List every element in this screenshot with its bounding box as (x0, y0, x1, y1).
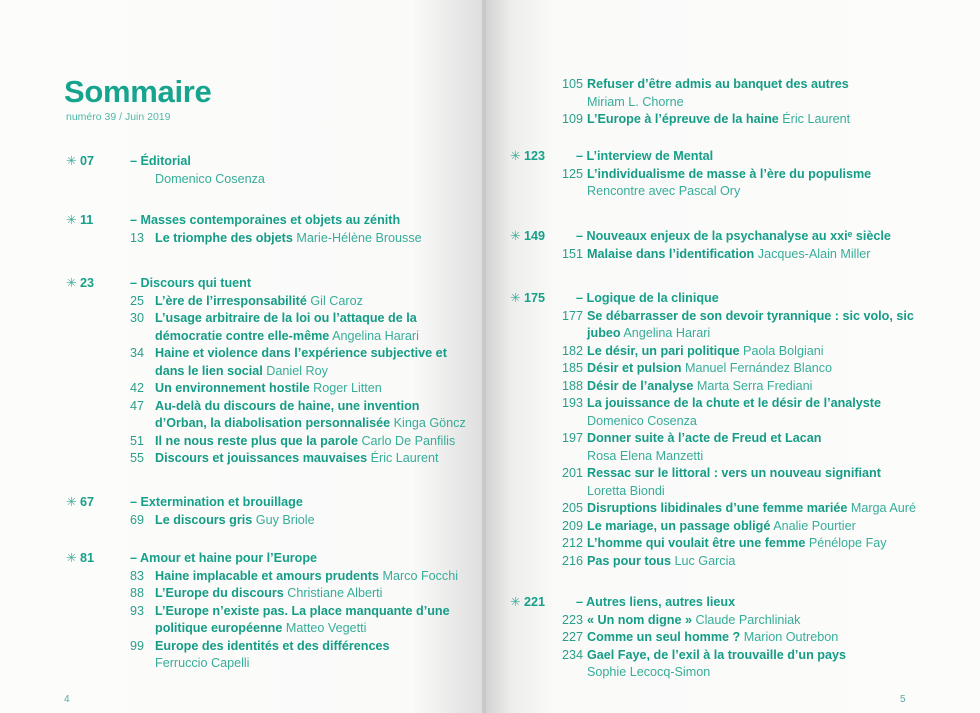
section-heading (66, 153, 466, 171)
page-number-left: 4 (64, 694, 70, 705)
section-page-number: 123 (524, 149, 546, 163)
toc-section (510, 148, 960, 201)
toc-entry (562, 664, 960, 682)
section-heading (510, 148, 960, 166)
entry-title: démocratie contre elle-même (155, 328, 330, 343)
entry-title: politique européenne (155, 621, 283, 635)
entry-author: Sophie Lecocq-Simon (587, 665, 711, 679)
entry-page-number (562, 183, 587, 201)
toc-entry (562, 553, 960, 571)
toc-entry (562, 483, 960, 501)
issue-info: numéro 39 / Juin 2019 (66, 111, 171, 123)
section-title: – Masses contemporaines et objets au zénith (130, 213, 401, 227)
toc-entry (130, 310, 466, 328)
section-page-number: 67 (80, 495, 95, 509)
entry-author: Loretta Biondi (587, 483, 665, 498)
entry-page-number: 99 (130, 638, 145, 653)
asterisk-icon: ✳ (66, 154, 77, 168)
toc-section (66, 550, 466, 673)
entry-title: Donner suite à l’acte de Freud et Lacan (587, 431, 822, 445)
toc-section (66, 212, 466, 247)
entry-page-number: 25 (130, 293, 145, 308)
toc-entry (130, 603, 466, 621)
toc-section (66, 494, 466, 529)
entry-author: Rencontre avec Pascal Ory (587, 184, 741, 198)
section-heading (66, 212, 466, 230)
entry-title: Le triomphe des objets (155, 230, 293, 245)
section-title: – Logique de la clinique (576, 291, 719, 305)
toc-entry (130, 450, 466, 468)
entry-title: d’Orban, la diabolisation personnalisée (155, 416, 391, 430)
section-title: – Extermination et brouillage (130, 495, 303, 509)
entry-page-number: 69 (130, 512, 145, 527)
entry-author: Guy Briole (255, 512, 315, 527)
entry-title: Comme un seul homme ? (587, 630, 741, 644)
section-title: – Éditorial (130, 154, 191, 168)
entry-title: Disruptions libidinales d’une femme mariée (587, 501, 848, 515)
toc-entry (130, 433, 466, 451)
entry-page-number (130, 655, 155, 673)
toc-entry (130, 568, 466, 586)
toc-entry (130, 293, 466, 311)
entry-title: Le désir, un pari politique (587, 343, 740, 358)
section-page-number: 221 (524, 595, 546, 609)
entry-page-number: 177 (562, 308, 584, 323)
entry-author: Roger Litten (313, 381, 382, 395)
entry-title: Un environnement hostile (155, 381, 310, 395)
toc-section (510, 290, 960, 570)
entry-page-number: 105 (562, 77, 584, 91)
section-heading (510, 228, 960, 246)
entry-title: Il ne nous reste plus que la parole (155, 433, 358, 448)
entry-page-number (130, 415, 155, 433)
section-title: – Autres liens, autres lieux (576, 595, 736, 609)
toc-section (66, 275, 466, 468)
entry-title: « Un nom digne » (587, 612, 692, 627)
entry-title: Refuser d’être admis au banquet des autres (587, 77, 849, 91)
entry-author: Angelina Harari (332, 328, 419, 343)
entry-page-number (562, 325, 587, 343)
toc-entry (562, 413, 960, 431)
section-title: – Amour et haine pour l’Europe (130, 551, 318, 565)
entry-title: L’Europe à l’épreuve de la haine (587, 112, 779, 126)
toc-entry (562, 647, 960, 665)
entry-page-number: 13 (130, 230, 145, 245)
entry-title: Discours et jouissances mauvaises (155, 451, 368, 465)
entry-author: Matteo Vegetti (285, 621, 367, 635)
toc-entry (562, 378, 960, 396)
asterisk-icon: ✳ (66, 213, 77, 227)
entry-author: Luc Garcia (674, 553, 736, 568)
entry-author: Paola Bolgiani (743, 343, 824, 358)
toc-section (66, 153, 466, 188)
section-page-number: 175 (524, 291, 546, 305)
entry-page-number: 47 (130, 398, 145, 413)
section-heading (510, 594, 960, 612)
entry-page-number (562, 483, 587, 501)
entry-page-number: 109 (562, 112, 584, 126)
entry-title: La jouissance de la chute et le désir de l’analyste (587, 396, 881, 410)
entry-page-number: 42 (130, 381, 145, 395)
page-title: Sommaire (64, 74, 212, 109)
entry-page-number: 201 (562, 466, 584, 480)
toc-entry (562, 166, 960, 184)
section-heading (510, 290, 960, 308)
entry-page-number (130, 363, 155, 381)
entry-title: L’individualisme de masse à l’ère du populisme (587, 166, 872, 181)
asterisk-icon: ✳ (66, 551, 77, 565)
entry-author: Pénélope Fay (808, 536, 887, 550)
entry-title: Pas pour tous (587, 553, 671, 568)
toc-entry (130, 512, 466, 530)
entry-author: Manuel Fernández Blanco (684, 361, 833, 375)
toc-entry (562, 629, 960, 647)
section-heading (66, 550, 466, 568)
entry-author: Marta Serra Frediani (696, 378, 813, 393)
entry-page-number: 212 (562, 536, 584, 550)
entry-page-number (562, 413, 587, 431)
toc-entry (130, 171, 466, 189)
entry-title: Europe des identités et des différences (155, 638, 390, 653)
entry-page-number: 188 (562, 378, 584, 393)
entry-author: Ferruccio Capelli (155, 656, 250, 670)
entry-author: Domenico Cosenza (155, 171, 265, 186)
toc-entry (130, 585, 466, 603)
entry-page-number: 223 (562, 612, 584, 627)
section-page-number: 23 (80, 276, 95, 290)
entry-page-number (130, 620, 155, 638)
asterisk-icon: ✳ (510, 229, 521, 243)
entry-page-number: 182 (562, 343, 584, 358)
entry-page-number: 216 (562, 553, 584, 568)
left-page (0, 0, 484, 713)
entry-page-number: 34 (130, 346, 145, 360)
toc-entry (562, 465, 960, 483)
entry-title: L’Europe du discours (155, 586, 284, 600)
entry-page-number (130, 171, 155, 189)
entry-page-number: 197 (562, 431, 584, 445)
toc-entry (562, 183, 960, 201)
asterisk-icon: ✳ (66, 495, 77, 509)
entry-title: L’Europe n’existe pas. La place manquante d’une (155, 603, 450, 618)
section-heading (66, 275, 466, 293)
entry-title: L’usage arbitraire de la loi ou l’attaque de la (155, 311, 417, 325)
toc-entry (130, 363, 466, 381)
entry-page-number: 93 (130, 603, 145, 618)
entry-page-number: 234 (562, 647, 584, 662)
toc-entry (562, 395, 960, 413)
entry-author: Rosa Elena Manzetti (587, 448, 704, 463)
entry-author: Marion Outrebon (743, 630, 839, 644)
entry-page-number: 30 (130, 311, 145, 325)
entry-title: Gael Faye, de l’exil à la trouvaille d’un pays (587, 647, 846, 662)
section-title: – L’interview de Mental (576, 149, 714, 163)
asterisk-icon: ✳ (510, 149, 521, 163)
toc-intro-entries (562, 76, 962, 129)
toc-entry (562, 612, 960, 630)
entry-title: Désir de l’analyse (587, 378, 694, 393)
entry-author: Claude Parchliniak (695, 612, 801, 627)
entry-title: dans le lien social (155, 363, 263, 378)
entry-title: Le mariage, un passage obligé (587, 518, 771, 533)
entry-author: Domenico Cosenza (587, 413, 697, 428)
entry-page-number: 88 (130, 586, 145, 600)
entry-page-number: 209 (562, 518, 584, 533)
section-title: – Discours qui tuent (130, 276, 252, 290)
entry-author: Jacques-Alain Miller (757, 246, 871, 261)
toc-section (510, 228, 960, 263)
entry-page-number: 151 (562, 246, 584, 261)
section-page-number: 149 (524, 229, 546, 243)
toc-entry (562, 94, 962, 112)
toc-entry (562, 76, 962, 94)
entry-author: Analie Pourtier (773, 518, 856, 533)
entry-title: Désir et pulsion (587, 361, 682, 375)
entry-author: Angelina Harari (623, 326, 711, 340)
entry-title: Le discours gris (155, 512, 253, 527)
entry-page-number: 125 (562, 166, 584, 181)
toc-entry (562, 448, 960, 466)
entry-title: Haine implacable et amours prudents (155, 568, 379, 583)
asterisk-icon: ✳ (510, 595, 521, 609)
toc-entry (130, 638, 466, 656)
asterisk-icon: ✳ (66, 276, 77, 290)
entry-author: Miriam L. Chorne (587, 94, 684, 109)
toc-entry (562, 246, 960, 264)
entry-title: Au-delà du discours de haine, une invention (155, 398, 420, 413)
right-page (486, 0, 980, 713)
entry-title: L’homme qui voulait être une femme (587, 536, 806, 550)
toc-entry (130, 655, 466, 673)
toc-entry (130, 415, 466, 433)
entry-author: Marga Auré (850, 501, 916, 515)
entry-author: Christiane Alberti (287, 586, 383, 600)
entry-title: Se débarrasser de son devoir tyrannique : sic volo, sic (587, 308, 914, 323)
section-page-number: 11 (80, 213, 94, 227)
toc-entry (562, 360, 960, 378)
toc-entry (562, 518, 960, 536)
section-title: – Nouveaux enjeux de la psychanalyse au xxiᵉ siècle (576, 229, 891, 243)
section-page-number: 07 (80, 154, 95, 168)
entry-page-number (562, 664, 587, 682)
entry-page-number: 51 (130, 433, 145, 448)
section-heading (66, 494, 466, 512)
entry-title: jubeo (587, 326, 621, 340)
entry-author: Carlo De Panfilis (361, 433, 456, 448)
entry-page-number: 55 (130, 451, 145, 465)
entry-title: Haine et violence dans l’expérience subjective et (155, 346, 447, 360)
entry-page-number: 227 (562, 630, 584, 644)
toc-entry (130, 230, 466, 248)
entry-page-number: 205 (562, 501, 584, 515)
toc-entry (562, 325, 960, 343)
entry-author: Éric Laurent (782, 112, 851, 126)
entry-title: L’ère de l’irresponsabilité (155, 293, 307, 308)
toc-entry (562, 343, 960, 361)
asterisk-icon: ✳ (510, 291, 521, 305)
toc-entry (130, 398, 466, 416)
toc-entry (562, 535, 960, 553)
entry-author: Gil Caroz (310, 293, 363, 308)
toc-entry (562, 111, 962, 129)
entry-title: Ressac sur le littoral : vers un nouveau signifiant (587, 466, 881, 480)
entry-page-number: 83 (130, 568, 145, 583)
toc-entry (562, 500, 960, 518)
entry-author: Marie-Hélène Brousse (296, 230, 422, 245)
entry-page-number: 193 (562, 396, 584, 410)
toc-entry (562, 430, 960, 448)
entry-page-number (562, 448, 587, 466)
entry-author: Daniel Roy (266, 363, 328, 378)
entry-author: Kinga Göncz (393, 416, 466, 430)
entry-page-number (562, 94, 587, 112)
toc-entry (562, 308, 960, 326)
toc-section (510, 594, 960, 682)
page-number-right: 5 (900, 694, 906, 705)
toc-entry (130, 620, 466, 638)
entry-author: Éric Laurent (370, 451, 439, 465)
entry-page-number (130, 328, 155, 346)
entry-page-number: 185 (562, 361, 584, 375)
entry-author: Marco Focchi (382, 568, 459, 583)
toc-entry (130, 345, 466, 363)
entry-title: Malaise dans l’identification (587, 246, 755, 261)
section-page-number: 81 (80, 551, 95, 565)
toc-entry (130, 380, 466, 398)
toc-entry (130, 328, 466, 346)
